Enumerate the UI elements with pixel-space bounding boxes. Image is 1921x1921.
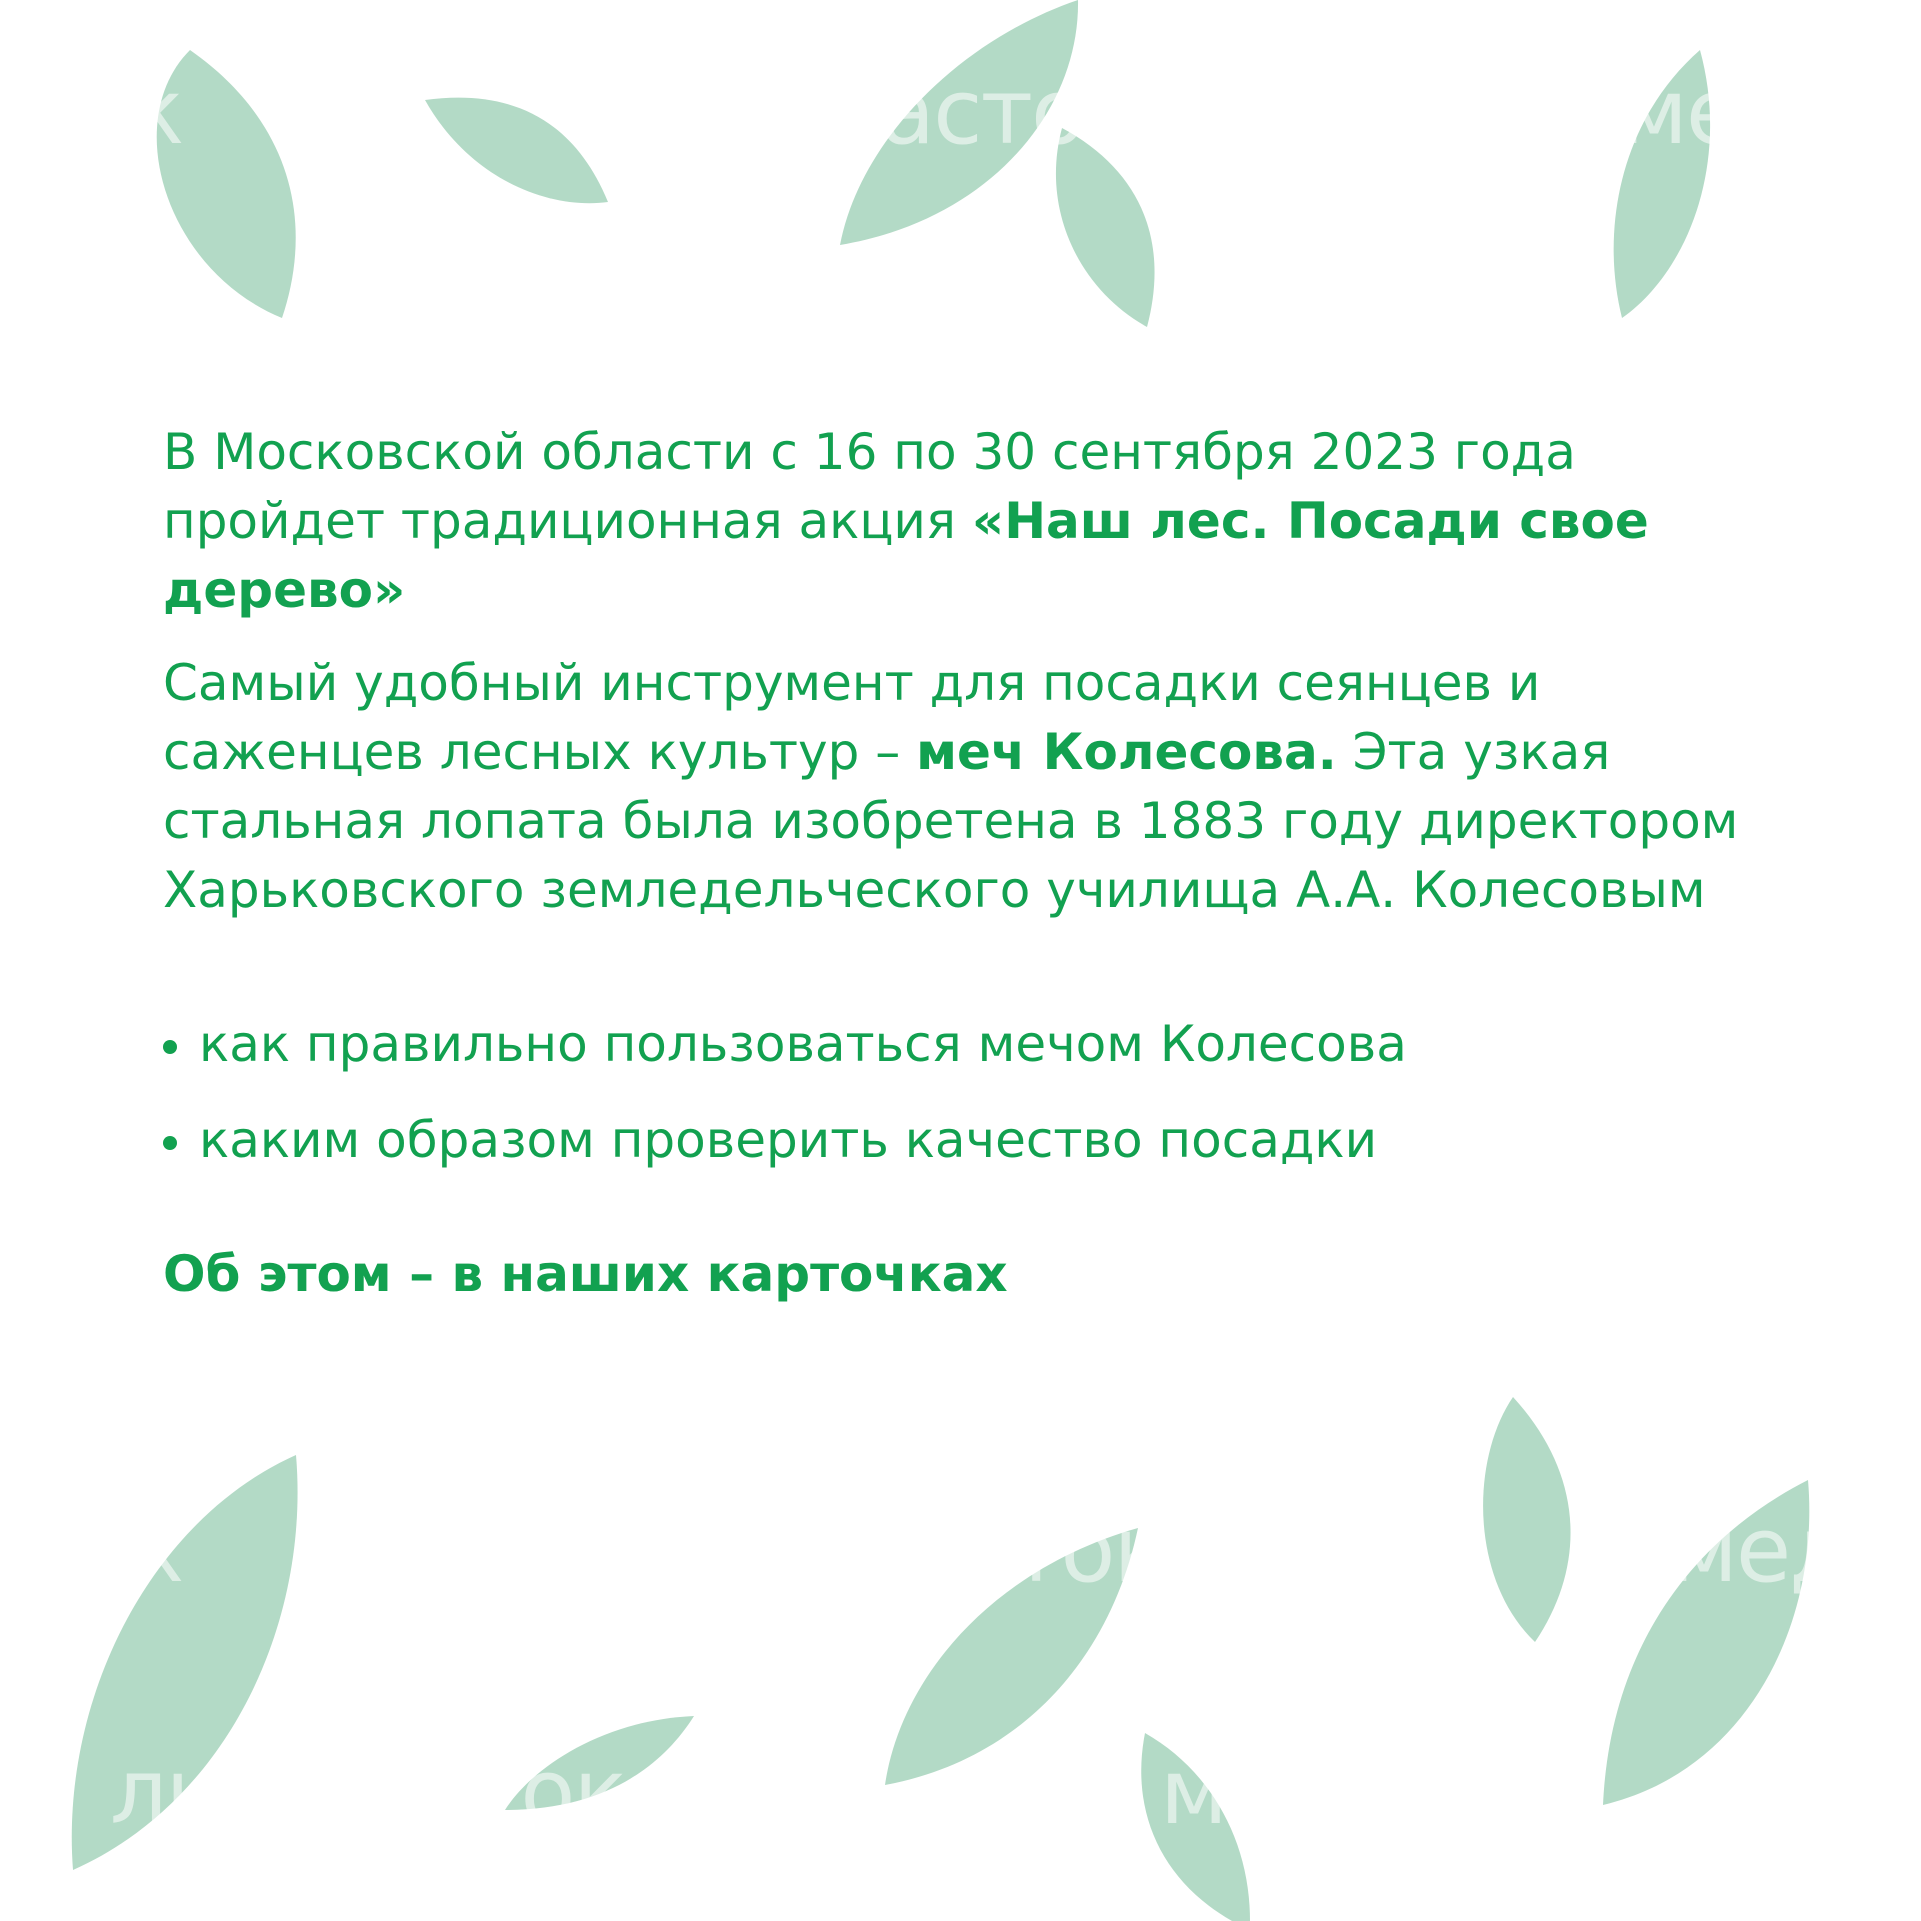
watermark: ток — [1010, 1498, 1166, 1603]
tool-paragraph — [163, 649, 1783, 925]
watermark: мед — [1670, 1498, 1850, 1603]
list-item-text: как правильно пользоваться мечом Колесова — [199, 1015, 1407, 1073]
watermark: ли — [110, 1740, 223, 1845]
bullet-list — [163, 1009, 1783, 1175]
watermark: к — [130, 1498, 183, 1603]
tool-highlight: меч Колесова. — [916, 723, 1337, 781]
intro-paragraph — [163, 418, 1783, 625]
watermark: асто — [880, 60, 1085, 165]
tool-text-before: Самый удобный инструмент для посадки сеянцев и саженцев лесных культур – — [163, 654, 1541, 781]
watermark: мед — [1160, 1740, 1340, 1845]
bullet-dot-icon — [163, 1040, 177, 1054]
watermark: ме — [1620, 60, 1740, 165]
watermark: к — [130, 60, 183, 165]
watermark: ток — [470, 1740, 626, 1845]
main-content — [163, 418, 1783, 1309]
list-item — [163, 1009, 1783, 1079]
outro-text: Об этом – в наших карточках — [163, 1245, 1008, 1303]
tool-text-after: Эта узкая стальная лопата была изобретена в 1883 году директором Харьковского земледельческого училища А.А. Колесовым — [163, 723, 1739, 919]
list-item — [163, 1105, 1783, 1175]
leaf-shape — [425, 98, 608, 204]
leaf-shape — [1483, 1397, 1570, 1642]
bullet-dot-icon — [163, 1136, 177, 1150]
intro-highlight: «Наш лес. Посади свое дерево» — [163, 492, 1649, 619]
list-item-text: каким образом проверить качество посадки — [199, 1111, 1378, 1169]
intro-text: В Московской области с 16 по 30 сентября 2023 года пройдет традиционная акция — [163, 423, 1576, 550]
